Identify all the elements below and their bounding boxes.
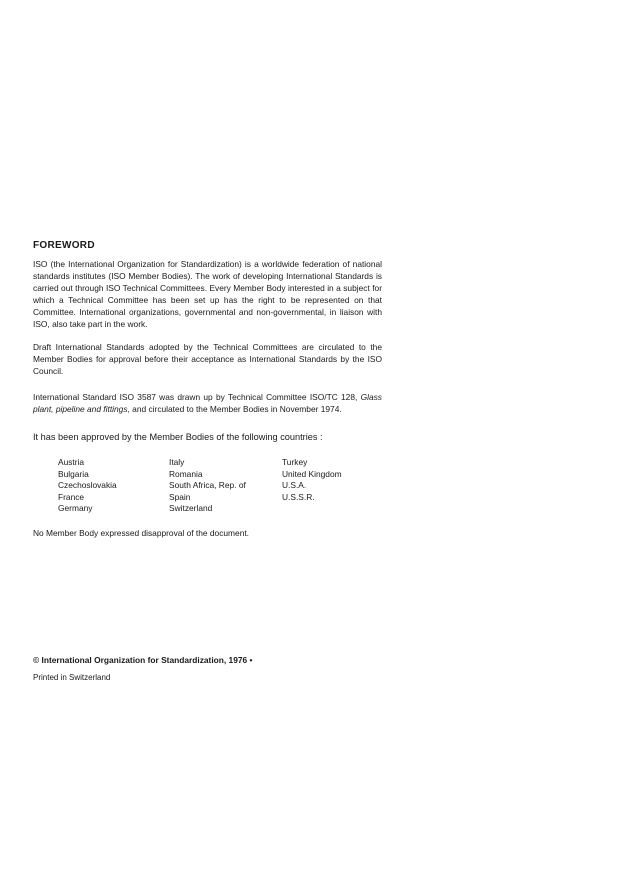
country-name: United Kingdom (282, 468, 342, 479)
foreword-paragraph-standard (33, 391, 382, 415)
country-name: Bulgaria (58, 468, 89, 479)
country-name: Turkey (282, 457, 308, 467)
foreword-heading: FOREWORD (33, 240, 95, 251)
country-name: South Africa, Rep. of (169, 480, 246, 491)
country-name: Switzerland (169, 503, 213, 514)
printed-in-note: Printed in Switzerland (33, 673, 111, 682)
committee-title: Glass plant, pipeline and fittings (33, 392, 382, 415)
country-name: Spain (169, 491, 191, 502)
country-name: U.S.A. (282, 480, 307, 491)
country-name: Czechoslovakia (58, 480, 117, 491)
foreword-paragraph-drafts: Draft International Standards adopted by the Technical Committees are circulated to the Member Bodies for approval before their acceptance as International Standards by the ISO Council. (33, 342, 382, 377)
standard-text-start: International Standard ISO 3587 was drawn up by Technical Committee ISO/TC 128, (33, 392, 361, 402)
country-name: Austria (58, 457, 85, 467)
country-name: Italy (169, 457, 185, 467)
countries-column-2 (169, 457, 246, 515)
approval-intro: It has been approved by the Member Bodies of the following countries : (33, 432, 323, 442)
foreword-paragraph-iso: ISO (the International Organization for Standardization) is a worldwide federation of national standards institutes (ISO Member Bodies). The work of developing International Standards is carried out through ISO Technical Committees. Every Member Body interested in a subject for which a Technical Committee has been set up has the right to be represented on that Committee. International organizations, governmental and non-governmental, in liaison with ISO, also take part in the work. (33, 259, 382, 330)
country-name: U.S.S.R. (282, 491, 315, 502)
countries-column-1 (58, 457, 117, 515)
disapproval-note: No Member Body expressed disapproval of the document. (33, 528, 250, 538)
country-name: Germany (58, 503, 93, 514)
country-name: France (58, 491, 85, 502)
countries-column-3 (282, 457, 342, 503)
country-name: Romania (169, 468, 203, 479)
standard-text-end: , and circulated to the Member Bodies in November 1974. (127, 404, 342, 415)
copyright-notice: © International Organization for Standardization, 1976 • (33, 655, 253, 665)
